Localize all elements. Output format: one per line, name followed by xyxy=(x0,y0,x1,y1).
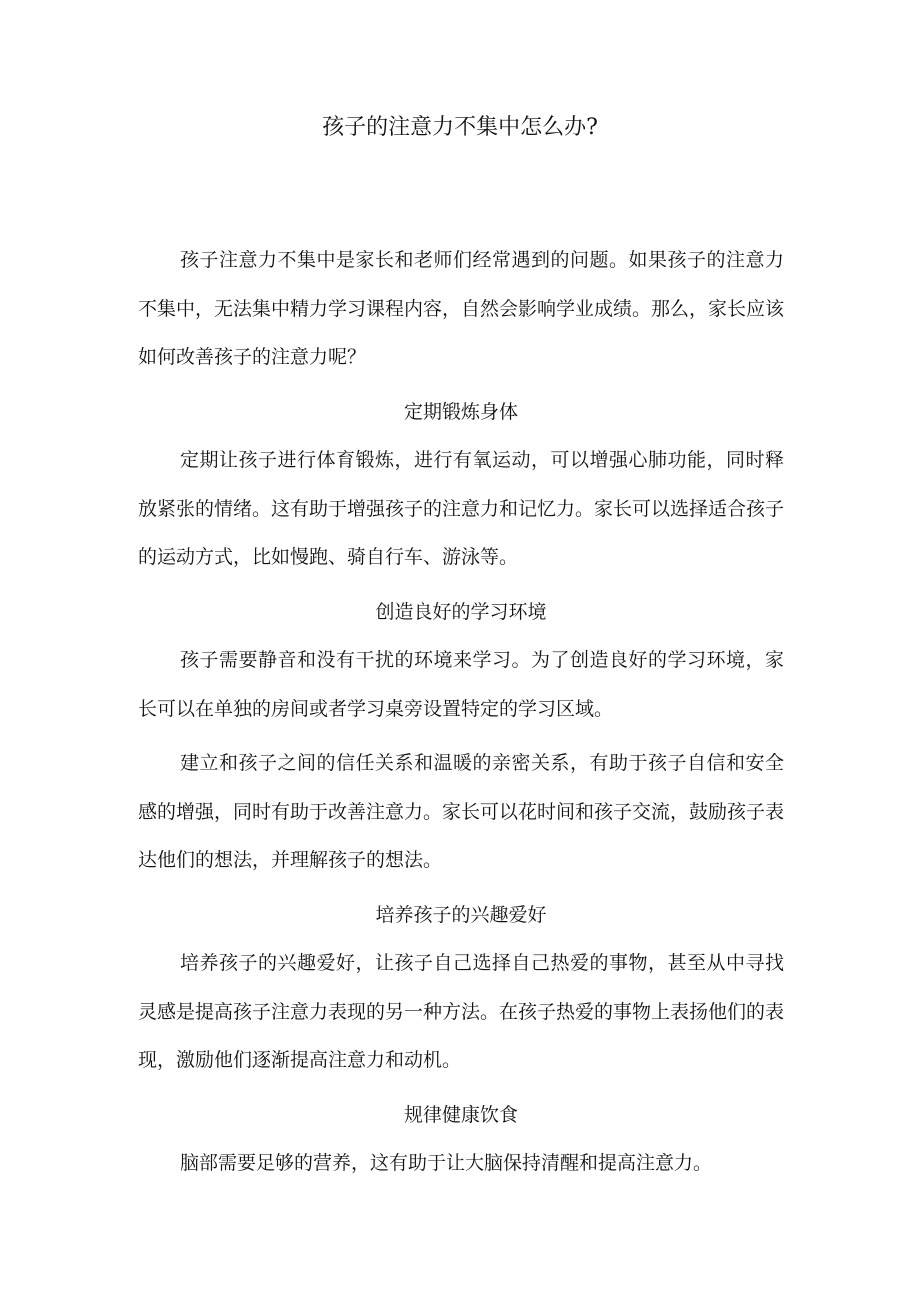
document-body xyxy=(138,236,784,1194)
section-heading-interests: 培养孩子的兴趣爱好 xyxy=(375,903,547,926)
section-paragraph: 脑部需要足够的营养，这有助于让大脑保持清醒和提高注意力。 xyxy=(180,1152,713,1174)
document-title: 孩子的注意力不集中怎么办? xyxy=(322,115,598,140)
section-paragraph: 建立和孩子之间的信任关系和温暖的亲密关系，有助于孩子自信和安全感的增强，同时有助于改善注意力。家长可以花时间和孩子交流，鼓励孩子表达他们的想法，并理解孩子的想法。 xyxy=(138,752,785,871)
intro-paragraph: 孩子注意力不集中是家长和老师们经常遇到的问题。如果孩子的注意力不集中，无法集中精力学习课程内容，自然会影响学业成绩。那么，家长应该如何改善孩子的注意力呢？ xyxy=(138,249,785,368)
section-paragraph: 孩子需要静音和没有干扰的环境来学习。为了创造良好的学习环境，家长可以在单独的房间或者学习桌旁设置特定的学习区域。 xyxy=(138,649,784,720)
section-heading-exercise: 定期锻炼身体 xyxy=(403,400,518,423)
section-paragraph: 培养孩子的兴趣爱好，让孩子自己选择自己热爱的事物，甚至从中寻找灵感是提高孩子注意力表现的另一种方法。在孩子热爱的事物上表扬他们的表现，激励他们逐渐提高注意力和动机。 xyxy=(138,952,785,1071)
section-paragraph: 定期让孩子进行体育锻炼，进行有氧运动，可以增强心肺功能，同时释放紧张的情绪。这有助于增强孩子的注意力和记忆力。家长可以选择适合孩子的运动方式，比如慢跑、骑自行车、游泳等。 xyxy=(138,449,785,568)
section-heading-environment: 创造良好的学习环境 xyxy=(375,600,547,623)
section-heading-diet: 规律健康饮食 xyxy=(403,1103,518,1126)
